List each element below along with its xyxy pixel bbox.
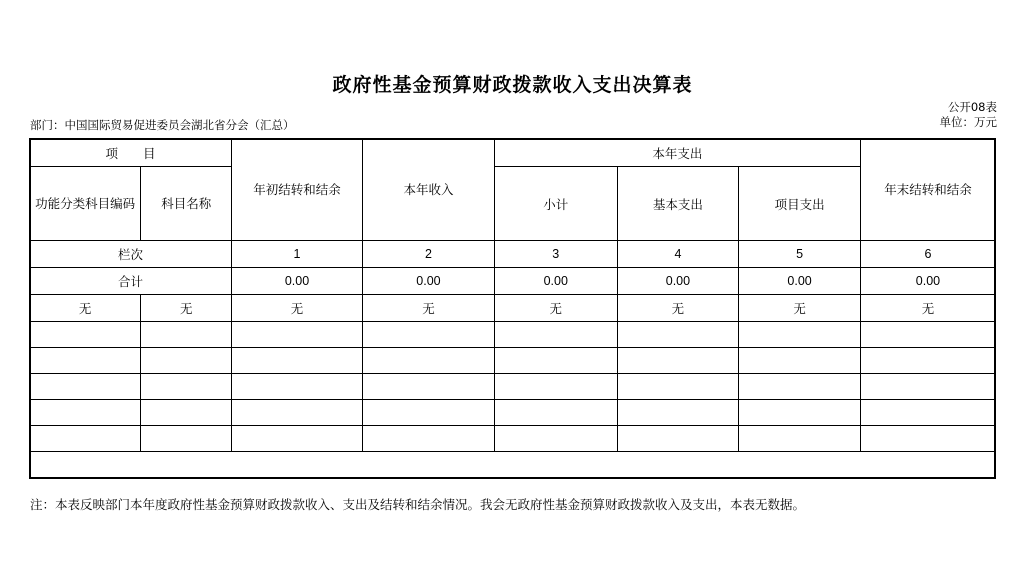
column-number-6: 6 [860, 241, 995, 268]
table-row [30, 348, 996, 374]
cell-end-balance [860, 348, 995, 374]
col-header-begin-balance: 年初结转和结余 [232, 139, 363, 241]
cell-begin-balance [232, 322, 363, 348]
col-header-function-code: 功能分类科目编码 [30, 167, 141, 241]
group-header-item: 项 目 [30, 139, 232, 167]
cell-current-income [362, 400, 494, 426]
column-number-4: 4 [617, 241, 739, 268]
cell-begin-balance [232, 400, 363, 426]
cell-begin-balance [232, 374, 363, 400]
form-meta [940, 100, 998, 130]
cell-subject-name [141, 426, 232, 452]
col-header-project-expenditure: 项目支出 [739, 167, 861, 241]
cell-end-balance [860, 322, 995, 348]
column-number-3: 3 [494, 241, 617, 268]
cell-function-code [30, 348, 141, 374]
cell-end-balance [860, 374, 995, 400]
cell-basic-expenditure [617, 400, 739, 426]
budget-table [29, 138, 996, 452]
cell-subject-name: 无 [141, 295, 232, 322]
cell-current-income [362, 374, 494, 400]
cell-function-code [30, 426, 141, 452]
total-current-income: 0.00 [362, 268, 494, 295]
total-label: 合计 [30, 268, 232, 295]
cell-function-code [30, 400, 141, 426]
cell-current-income [362, 322, 494, 348]
cell-project-expenditure [739, 348, 861, 374]
cell-current-income [362, 348, 494, 374]
table-group-header-row [30, 139, 996, 167]
column-number-2: 2 [362, 241, 494, 268]
department-label: 部门：中国国际贸易促进委员会湖北省分会（汇总） [30, 118, 295, 132]
cell-project-expenditure: 无 [739, 295, 861, 322]
cell-end-balance: 无 [860, 295, 995, 322]
cell-subtotal [494, 426, 617, 452]
column-number-label: 栏次 [30, 241, 232, 268]
cell-current-income [362, 426, 494, 452]
table-row [30, 374, 996, 400]
col-header-basic-expenditure: 基本支出 [617, 167, 739, 241]
cell-subtotal [494, 400, 617, 426]
cell-end-balance [860, 426, 995, 452]
cell-subject-name [141, 400, 232, 426]
cell-basic-expenditure [617, 374, 739, 400]
table-note: 注：本表反映部门本年度政府性基金预算财政拨款收入、支出及结转和结余情况。我会无政府性基金预算财政拨款收入及支出，本表无数据。 [30, 497, 806, 512]
cell-subtotal [494, 374, 617, 400]
cell-project-expenditure [739, 322, 861, 348]
cell-subtotal: 无 [494, 295, 617, 322]
cell-function-code [30, 374, 141, 400]
table-row [30, 322, 996, 348]
column-number-1: 1 [232, 241, 363, 268]
cell-basic-expenditure [617, 322, 739, 348]
cell-project-expenditure [739, 374, 861, 400]
cell-subject-name [141, 348, 232, 374]
total-basic-expenditure: 0.00 [617, 268, 739, 295]
cell-function-code [30, 322, 141, 348]
unit-label: 单位：万元 [939, 115, 997, 129]
total-project-expenditure: 0.00 [739, 268, 861, 295]
cell-function-code: 无 [30, 295, 141, 322]
col-header-current-income: 本年收入 [362, 139, 494, 241]
col-header-subject-name: 科目名称 [141, 167, 232, 241]
cell-begin-balance [232, 426, 363, 452]
table-column-number-row [30, 241, 996, 268]
table-total-row [30, 268, 996, 295]
form-code: 公开08表 [947, 100, 997, 114]
cell-subject-name [141, 322, 232, 348]
group-header-current-expenditure: 本年支出 [494, 139, 860, 167]
cell-basic-expenditure [617, 348, 739, 374]
cell-basic-expenditure [617, 426, 739, 452]
total-end-balance: 0.00 [860, 268, 995, 295]
col-header-end-balance: 年末结转和结余 [860, 139, 995, 241]
col-header-subtotal: 小计 [494, 167, 617, 241]
cell-basic-expenditure: 无 [617, 295, 739, 322]
cell-begin-balance [232, 348, 363, 374]
cell-subtotal [494, 322, 617, 348]
cell-project-expenditure [739, 400, 861, 426]
total-begin-balance: 0.00 [232, 268, 363, 295]
cell-project-expenditure [739, 426, 861, 452]
cell-subject-name [141, 374, 232, 400]
table-row [30, 426, 996, 452]
cell-begin-balance: 无 [232, 295, 363, 322]
total-subtotal: 0.00 [494, 268, 617, 295]
table-column-header-row [30, 167, 996, 241]
cell-end-balance [860, 400, 995, 426]
cell-current-income: 无 [362, 295, 494, 322]
cell-subtotal [494, 348, 617, 374]
column-number-5: 5 [739, 241, 861, 268]
page-title: 政府性基金预算财政拨款收入支出决算表 [332, 74, 693, 96]
table-row [30, 400, 996, 426]
table-row [30, 295, 996, 322]
